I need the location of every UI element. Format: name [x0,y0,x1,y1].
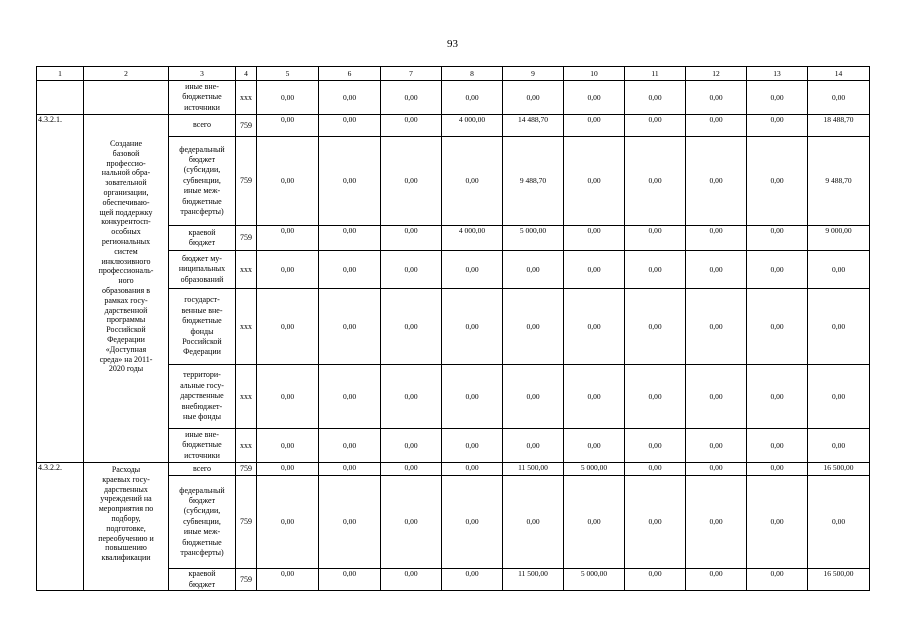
code-cell: xxx [236,429,257,463]
row-number-cell: 4.3.2.2. [37,463,84,591]
source-cell: федеральный бюджет (субсидии, субвенции, иные меж- бюджетные трансферты) [169,137,236,226]
value-cell: 0,00 [625,429,686,463]
value-cell: 0,00 [319,569,381,591]
value-cell: 0,00 [625,569,686,591]
value-cell: 0,00 [808,476,870,569]
value-cell: 18 488,70 [808,115,870,137]
value-cell: 0,00 [625,81,686,115]
value-cell: 0,00 [747,226,808,251]
value-cell: 0,00 [564,476,625,569]
row-name-cell: Создание базовой профессио- нальной обра- зовательной организации, обеспечиваю- щей поддержку конкурентосп- особных региональных систем инклюзивного профессиональ- ного образования в рамках госу- дарственной программы Российской Федерации «Доступная среда» на 2011- 2020 годы [84,115,169,463]
value-cell: 0,00 [381,81,442,115]
value-cell: 0,00 [319,226,381,251]
column-header: 6 [319,67,381,81]
value-cell: 0,00 [625,365,686,429]
value-cell: 0,00 [686,115,747,137]
code-cell: xxx [236,251,257,289]
value-cell: 0,00 [564,429,625,463]
value-cell: 0,00 [257,463,319,476]
table-row [37,81,870,115]
table-row [37,463,870,476]
value-cell: 0,00 [257,289,319,365]
code-cell: xxx [236,365,257,429]
source-cell: территори- альные госу- дарственные внебюджет- ные фонды [169,365,236,429]
value-cell: 0,00 [381,365,442,429]
value-cell: 0,00 [686,463,747,476]
value-cell: 0,00 [257,226,319,251]
value-cell: 0,00 [564,81,625,115]
column-header: 7 [381,67,442,81]
table-row [37,115,870,137]
column-header: 10 [564,67,625,81]
value-cell: 4 000,00 [442,226,503,251]
value-cell: 0,00 [381,569,442,591]
value-cell: 0,00 [686,251,747,289]
value-cell: 0,00 [686,226,747,251]
value-cell: 5 000,00 [564,463,625,476]
value-cell: 0,00 [257,365,319,429]
code-cell: 759 [236,476,257,569]
value-cell: 0,00 [442,463,503,476]
value-cell: 4 000,00 [442,115,503,137]
value-cell: 0,00 [257,115,319,137]
value-cell: 0,00 [747,115,808,137]
value-cell: 0,00 [319,137,381,226]
value-cell: 0,00 [381,429,442,463]
value-cell: 0,00 [503,365,564,429]
value-cell: 0,00 [747,569,808,591]
value-cell: 0,00 [564,289,625,365]
value-cell: 0,00 [257,251,319,289]
value-cell: 0,00 [747,251,808,289]
value-cell: 0,00 [625,226,686,251]
value-cell: 0,00 [564,226,625,251]
value-cell: 14 488,70 [503,115,564,137]
value-cell: 11 500,00 [503,463,564,476]
code-cell: 759 [236,115,257,137]
value-cell: 0,00 [625,289,686,365]
value-cell: 0,00 [625,463,686,476]
value-cell: 9 488,70 [503,137,564,226]
value-cell: 0,00 [381,476,442,569]
source-cell: всего [169,463,236,476]
value-cell: 11 500,00 [503,569,564,591]
source-cell: бюджет му- ниципальных образований [169,251,236,289]
column-header: 9 [503,67,564,81]
value-cell: 0,00 [686,81,747,115]
source-cell: федеральный бюджет (субсидии, субвенции, иные меж- бюджетные трансферты) [169,476,236,569]
source-cell: государст- венные вне- бюджетные фонды Российской Федерации [169,289,236,365]
value-cell: 9 000,00 [808,226,870,251]
source-cell: всего [169,115,236,137]
row-name-cell: Расходы краевых госу- дарственных учреждений на мероприятия по подбору, подготовке, переобучению и повышению квалификации [84,463,169,591]
value-cell: 0,00 [747,137,808,226]
value-cell: 0,00 [442,137,503,226]
value-cell: 0,00 [747,429,808,463]
value-cell: 0,00 [747,289,808,365]
value-cell: 0,00 [503,429,564,463]
value-cell: 16 500,00 [808,463,870,476]
row-name-cell [84,81,169,115]
value-cell: 0,00 [747,463,808,476]
value-cell: 5 000,00 [503,226,564,251]
value-cell: 0,00 [503,251,564,289]
source-cell: краевой бюджет [169,226,236,251]
value-cell: 0,00 [381,289,442,365]
column-header: 5 [257,67,319,81]
value-cell: 0,00 [442,569,503,591]
value-cell: 0,00 [319,251,381,289]
header-row [37,67,870,81]
value-cell: 0,00 [257,429,319,463]
value-cell: 0,00 [442,429,503,463]
value-cell: 0,00 [319,365,381,429]
row-number-cell: 4.3.2.1. [37,115,84,463]
value-cell: 0,00 [381,463,442,476]
value-cell: 0,00 [442,476,503,569]
column-header: 3 [169,67,236,81]
value-cell: 0,00 [808,289,870,365]
code-cell: xxx [236,289,257,365]
value-cell: 9 488,70 [808,137,870,226]
value-cell: 0,00 [686,476,747,569]
value-cell: 0,00 [747,476,808,569]
column-header: 11 [625,67,686,81]
value-cell: 0,00 [503,476,564,569]
value-cell: 0,00 [381,251,442,289]
value-cell: 0,00 [808,251,870,289]
value-cell: 0,00 [808,429,870,463]
value-cell: 0,00 [319,429,381,463]
value-cell: 0,00 [257,137,319,226]
code-cell: xxx [236,81,257,115]
value-cell: 0,00 [686,429,747,463]
value-cell: 0,00 [564,115,625,137]
code-cell: 759 [236,137,257,226]
value-cell: 0,00 [747,81,808,115]
value-cell: 0,00 [808,365,870,429]
source-cell: иные вне- бюджетные источники [169,429,236,463]
value-cell: 0,00 [319,289,381,365]
column-header: 2 [84,67,169,81]
column-header: 1 [37,67,84,81]
column-header: 12 [686,67,747,81]
column-header: 4 [236,67,257,81]
value-cell: 0,00 [442,365,503,429]
value-cell: 0,00 [686,289,747,365]
value-cell: 0,00 [319,476,381,569]
value-cell: 0,00 [503,289,564,365]
value-cell: 0,00 [747,365,808,429]
row-number-cell [37,81,84,115]
value-cell: 0,00 [442,251,503,289]
value-cell: 0,00 [442,81,503,115]
value-cell: 0,00 [319,81,381,115]
value-cell: 0,00 [257,81,319,115]
value-cell: 5 000,00 [564,569,625,591]
budget-table-body [37,67,870,591]
value-cell: 0,00 [686,365,747,429]
value-cell: 0,00 [625,115,686,137]
column-header: 13 [747,67,808,81]
value-cell: 0,00 [808,81,870,115]
value-cell: 0,00 [503,81,564,115]
source-cell: иные вне- бюджетные источники [169,81,236,115]
code-cell: 759 [236,569,257,591]
value-cell: 0,00 [564,365,625,429]
code-cell: 759 [236,463,257,476]
value-cell: 0,00 [381,137,442,226]
value-cell: 0,00 [686,569,747,591]
value-cell: 0,00 [319,463,381,476]
value-cell: 0,00 [625,251,686,289]
source-cell: краевой бюджет [169,569,236,591]
page-number: 93 [447,38,458,50]
value-cell: 16 500,00 [808,569,870,591]
value-cell: 0,00 [257,569,319,591]
code-cell: 759 [236,226,257,251]
value-cell: 0,00 [257,476,319,569]
value-cell: 0,00 [564,137,625,226]
budget-table [36,66,870,591]
value-cell: 0,00 [625,137,686,226]
value-cell: 0,00 [381,226,442,251]
value-cell: 0,00 [686,137,747,226]
value-cell: 0,00 [319,115,381,137]
column-header: 14 [808,67,870,81]
column-header: 8 [442,67,503,81]
value-cell: 0,00 [381,115,442,137]
value-cell: 0,00 [625,476,686,569]
value-cell: 0,00 [442,289,503,365]
value-cell: 0,00 [564,251,625,289]
